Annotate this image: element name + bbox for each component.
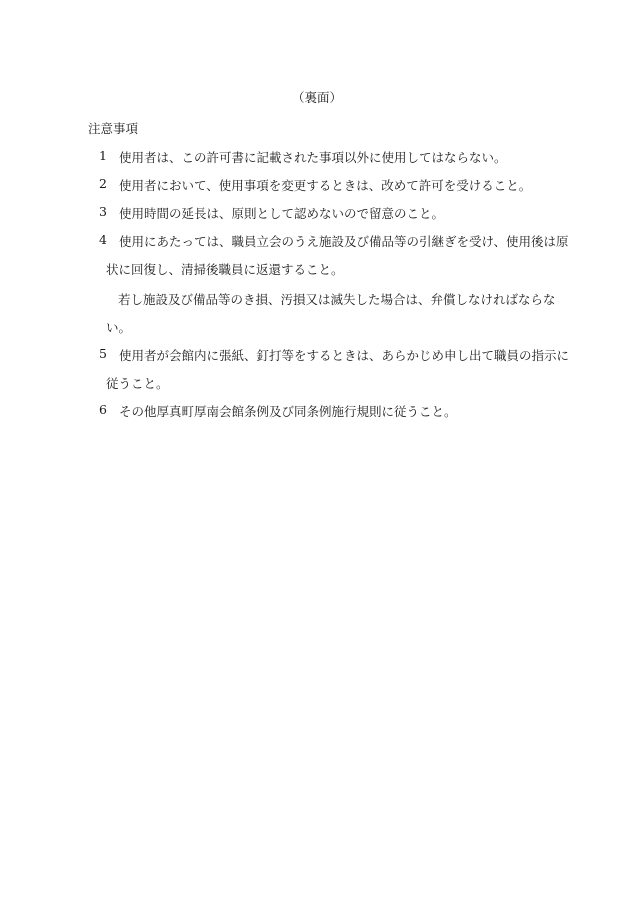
item-subparagraph-line-2: い。 xyxy=(106,320,132,335)
item-number-1: 1 xyxy=(99,148,107,163)
item-text-4-line-1: 使用にあたっては、職員立会のうえ施設及び備品等の引継ぎを受け、使用後は原 xyxy=(119,234,569,249)
item-text-5-line-2: 従うこと。 xyxy=(106,376,169,391)
item-text-6: その他厚真町厚南会館条例及び同条例施行規則に従うこと。 xyxy=(119,404,457,419)
item-number-3: 3 xyxy=(99,204,107,219)
page-side-label: （裏面） xyxy=(292,90,343,105)
item-text-3: 使用時間の延長は、原則として認めないので留意のこと。 xyxy=(119,206,445,221)
item-number-6: 6 xyxy=(99,402,107,417)
item-text-5-line-1: 使用者が会館内に張紙、釘打等をするときは、あらかじめ申し出て職員の指示に xyxy=(119,348,570,363)
item-number-2: 2 xyxy=(99,176,107,191)
item-text-4-line-2: 状に回復し、清掃後職員に返還すること。 xyxy=(106,262,344,277)
notes-heading: 注意事項 xyxy=(88,121,139,136)
item-text-2: 使用者において、使用事項を変更するときは、改めて許可を受けること。 xyxy=(119,178,532,193)
item-number-5: 5 xyxy=(99,346,107,361)
item-subparagraph-line-1: 若し施設及び備品等のき損、汚損又は滅失した場合は、弁償しなければならな xyxy=(118,292,556,307)
item-number-4: 4 xyxy=(99,232,107,247)
item-text-1: 使用者は、この許可書に記載された事項以外に使用してはならない。 xyxy=(119,150,507,165)
